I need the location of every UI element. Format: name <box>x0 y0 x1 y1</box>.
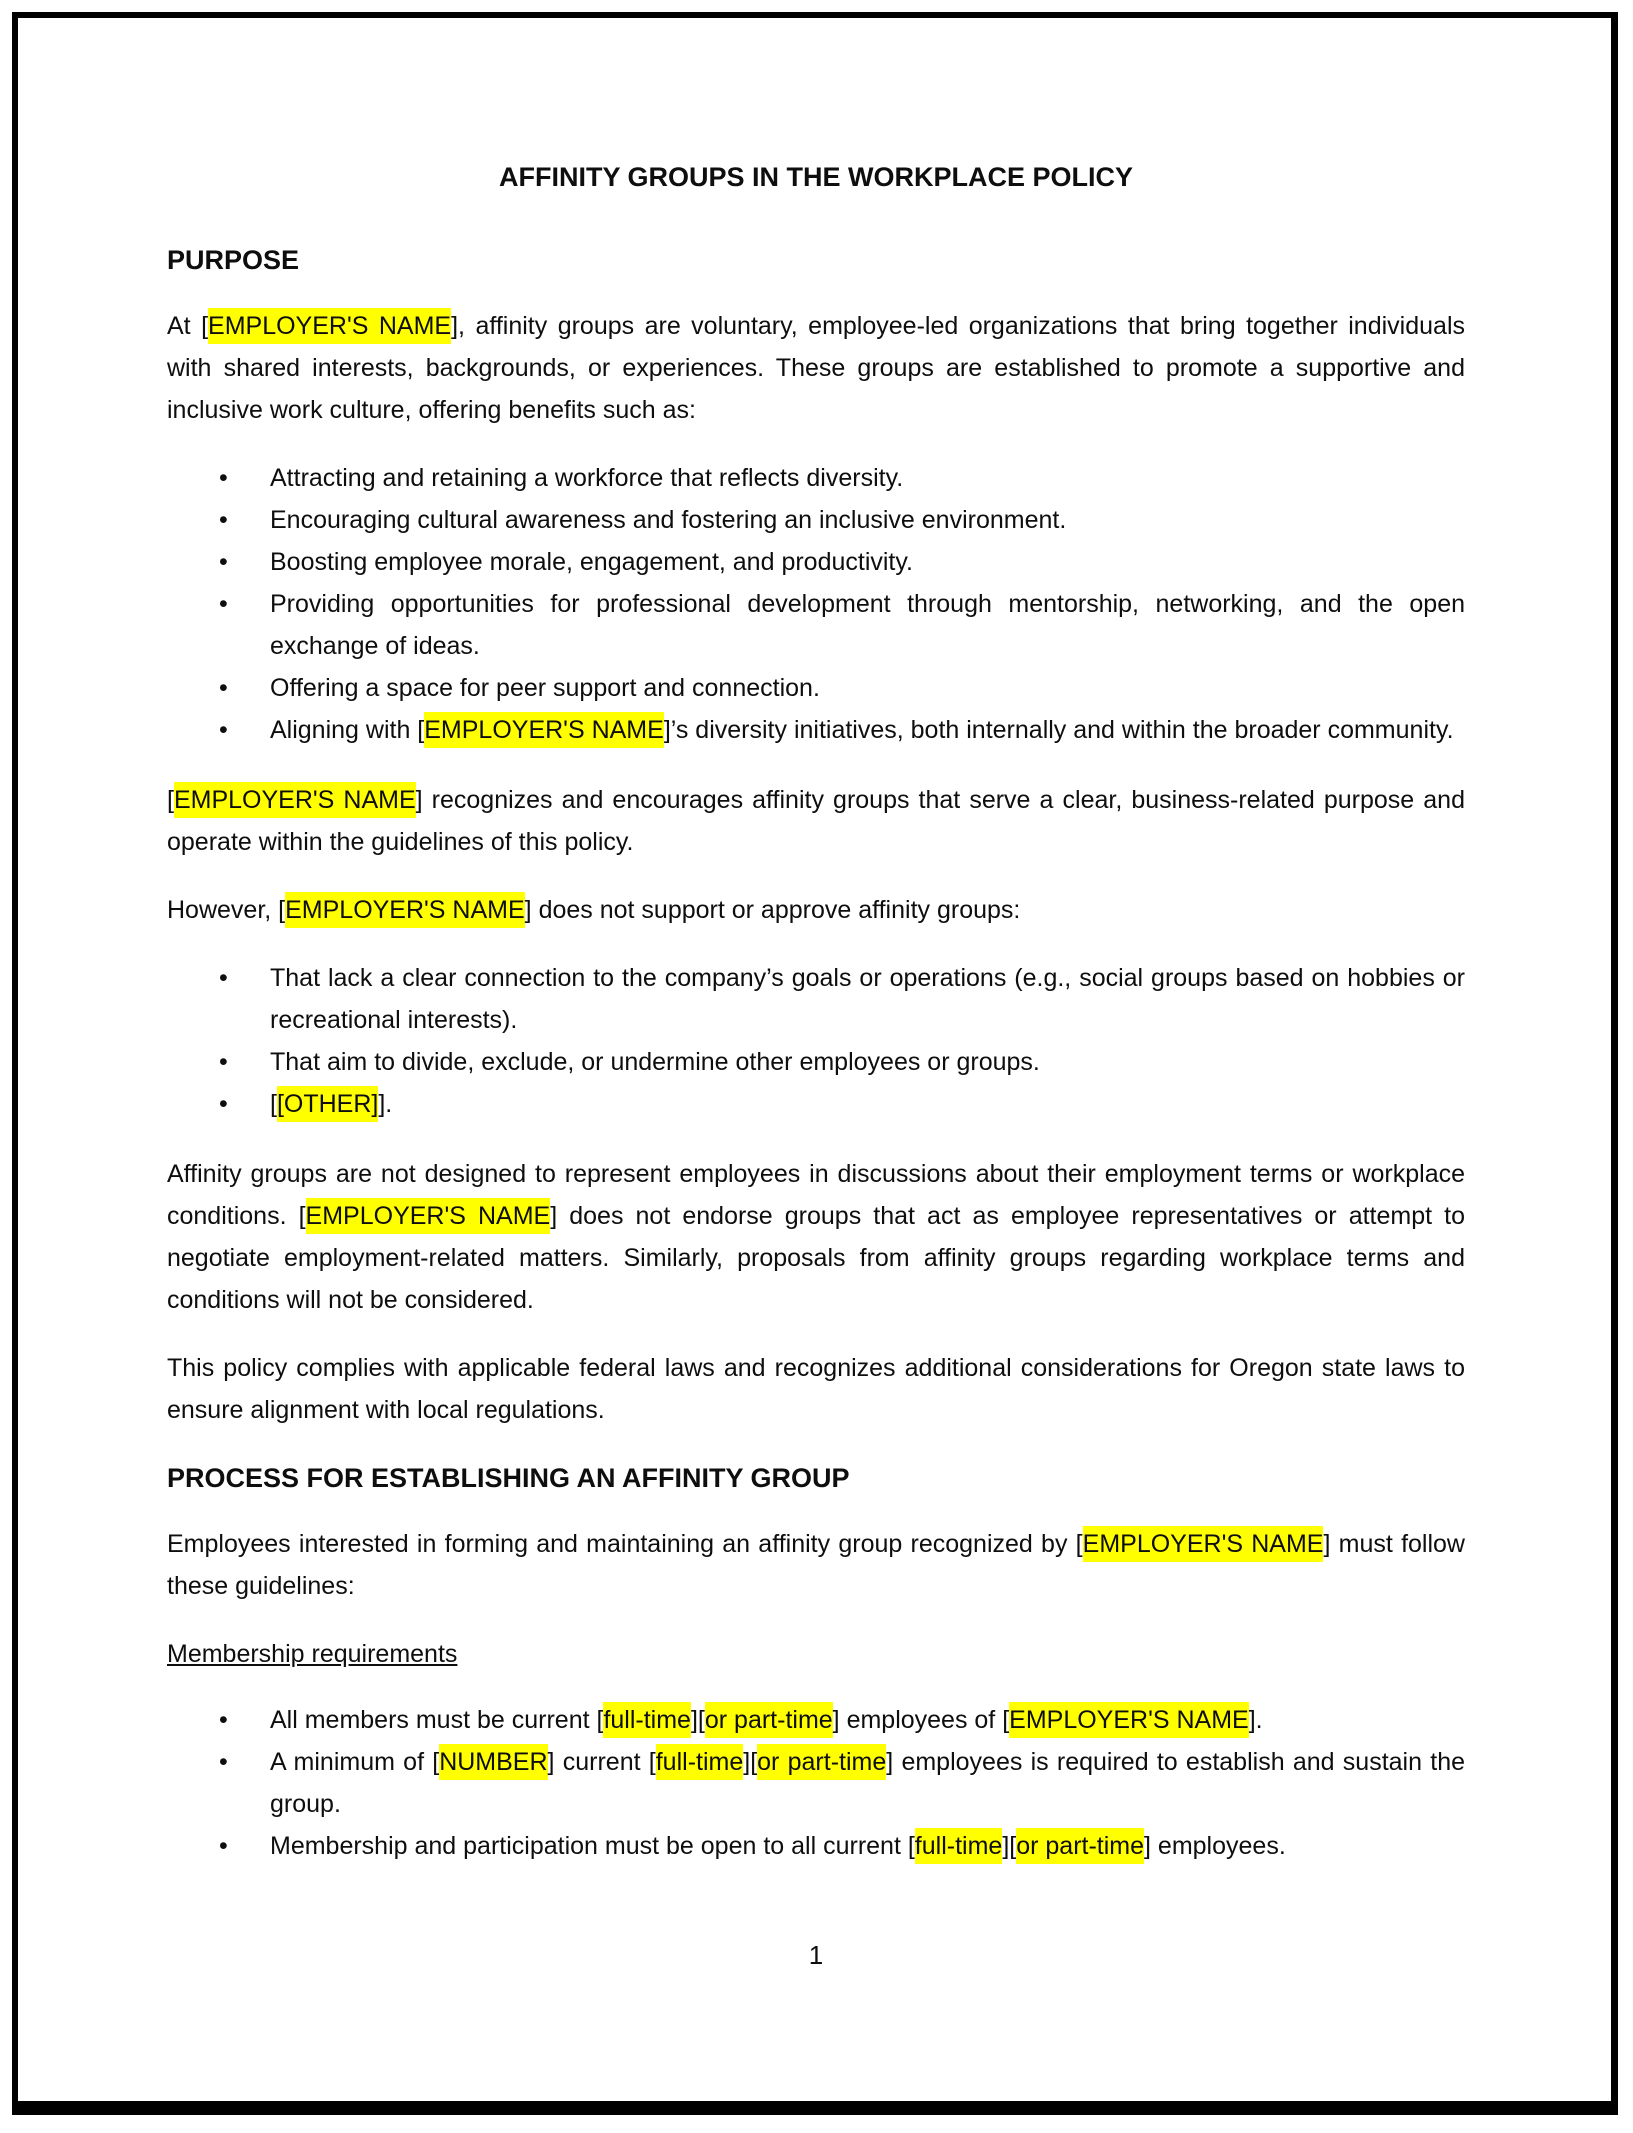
highlighted-placeholder: [OTHER] <box>277 1086 378 1122</box>
highlighted-placeholder: EMPLOYER'S NAME <box>424 712 664 748</box>
list-item <box>167 709 1465 751</box>
text-run: ] does not endorse groups that act as employee representatives or attempt to negotiate employment-related matters. Similarly, proposals from affinity groups regarding workplace terms and conditions will not be considered. <box>167 1202 1465 1314</box>
list-item <box>167 957 1465 1041</box>
paragraph-process-intro <box>167 1523 1465 1607</box>
section-heading-process: PROCESS FOR ESTABLISHING AN AFFINITY GROUP <box>167 1463 850 1493</box>
highlighted-placeholder: EMPLOYER'S NAME <box>1083 1526 1324 1562</box>
text-run: ] does not support or approve affinity groups: <box>524 896 1021 924</box>
text-run: Affinity groups are not designed to represent employees in discussions about their employment terms or workplace conditions. [ <box>167 1160 1465 1230</box>
text-run: Membership and participation must be open to all current [ <box>270 1832 915 1860</box>
text-run: ]. <box>1248 1706 1263 1734</box>
list-item <box>167 541 1465 583</box>
text-run: Encouraging cultural awareness and fostering an inclusive environment. <box>270 506 1067 534</box>
subheading-membership-requirements: Membership requirements <box>167 1640 458 1668</box>
highlighted-placeholder: full-time <box>603 1702 691 1738</box>
highlighted-placeholder: full-time <box>915 1828 1003 1864</box>
highlighted-placeholder: EMPLOYER'S NAME <box>174 782 416 818</box>
text-run: ], affinity groups are voluntary, employee-led organizations that bring together individuals with shared interests, backgrounds, or experiences. These groups are established to promote a supportive and inclusive work culture, offering benefits such as: <box>167 312 1465 424</box>
text-run: Providing opportunities for professional development through mentorship, networking, and the open exchange of ideas. <box>270 590 1465 660</box>
text-run: This policy complies with applicable federal laws and recognizes additional considerations for Oregon state laws to ensure alignment with local regulations. <box>167 1354 1465 1424</box>
highlighted-placeholder: or part-time <box>705 1702 833 1738</box>
list-item <box>167 1825 1465 1867</box>
text-run: ]’s diversity initiatives, both internally and within the broader community. <box>663 716 1454 744</box>
paragraph-compliance <box>167 1347 1465 1431</box>
text-run: Boosting employee morale, engagement, and productivity. <box>270 548 913 576</box>
list-item <box>167 457 1465 499</box>
section-heading-purpose: PURPOSE <box>167 245 300 275</box>
highlighted-placeholder: EMPLOYER'S NAME <box>1009 1702 1249 1738</box>
document-title: AFFINITY GROUPS IN THE WORKPLACE POLICY <box>498 162 1134 192</box>
highlighted-placeholder: EMPLOYER'S NAME <box>285 892 525 928</box>
text-run: That lack a clear connection to the company’s goals or operations (e.g., social groups based on hobbies or recreational interests). <box>270 964 1465 1034</box>
benefits-list <box>167 457 1465 751</box>
highlighted-placeholder: full-time <box>656 1744 744 1780</box>
list-item <box>167 1699 1465 1741</box>
highlighted-placeholder: EMPLOYER'S NAME <box>208 308 451 344</box>
text-run: Offering a space for peer support and connection. <box>270 674 820 702</box>
text-run: Employees interested in forming and maintaining an affinity group recognized by [ <box>167 1530 1083 1558</box>
page-number: 1 <box>808 1940 824 1970</box>
list-item <box>167 667 1465 709</box>
paragraph-representation <box>167 1153 1465 1321</box>
text-run: Aligning with [ <box>270 716 425 744</box>
highlighted-placeholder: NUMBER <box>439 1744 547 1780</box>
text-run: [ <box>270 1090 277 1118</box>
text-run: ][ <box>690 1706 705 1734</box>
not-supported-list <box>167 957 1465 1125</box>
list-item <box>167 1741 1465 1825</box>
list-item <box>167 1083 1465 1125</box>
text-run: ][ <box>1002 1832 1017 1860</box>
list-item <box>167 499 1465 541</box>
text-run: All members must be current [ <box>270 1706 604 1734</box>
paragraph-recognition <box>167 779 1465 863</box>
text-run: ] employees. <box>1144 1832 1286 1860</box>
list-item <box>167 583 1465 667</box>
highlighted-placeholder: or part-time <box>1016 1828 1144 1864</box>
highlighted-placeholder: EMPLOYER'S NAME <box>306 1198 551 1234</box>
paragraph-purpose-intro <box>167 305 1465 431</box>
text-run: ] employees is required to establish and sustain the group. <box>270 1748 1465 1818</box>
text-run: ] must follow these guidelines: <box>167 1530 1465 1600</box>
text-run: ] employees of [ <box>832 1706 1010 1734</box>
text-run: ] current [ <box>547 1748 656 1776</box>
text-run: ] recognizes and encourages affinity groups that serve a clear, business-related purpose and operate within the guidelines of this policy. <box>167 786 1465 856</box>
list-item <box>167 1041 1465 1083</box>
text-run: ][ <box>743 1748 758 1776</box>
text-run: However, [ <box>167 896 286 924</box>
text-run: [ <box>167 786 174 814</box>
page-border <box>12 12 1618 2115</box>
text-run: Attracting and retaining a workforce that reflects diversity. <box>270 464 904 492</box>
document-content <box>18 18 1611 1976</box>
paragraph-not-supported-intro <box>167 889 1465 931</box>
text-run: At [ <box>167 312 209 340</box>
membership-requirements-list <box>167 1699 1465 1867</box>
highlighted-placeholder: or part-time <box>757 1744 886 1780</box>
text-run: ]. <box>378 1090 393 1118</box>
text-run: That aim to divide, exclude, or undermine other employees or groups. <box>270 1048 1040 1076</box>
text-run: A minimum of [ <box>270 1748 440 1776</box>
